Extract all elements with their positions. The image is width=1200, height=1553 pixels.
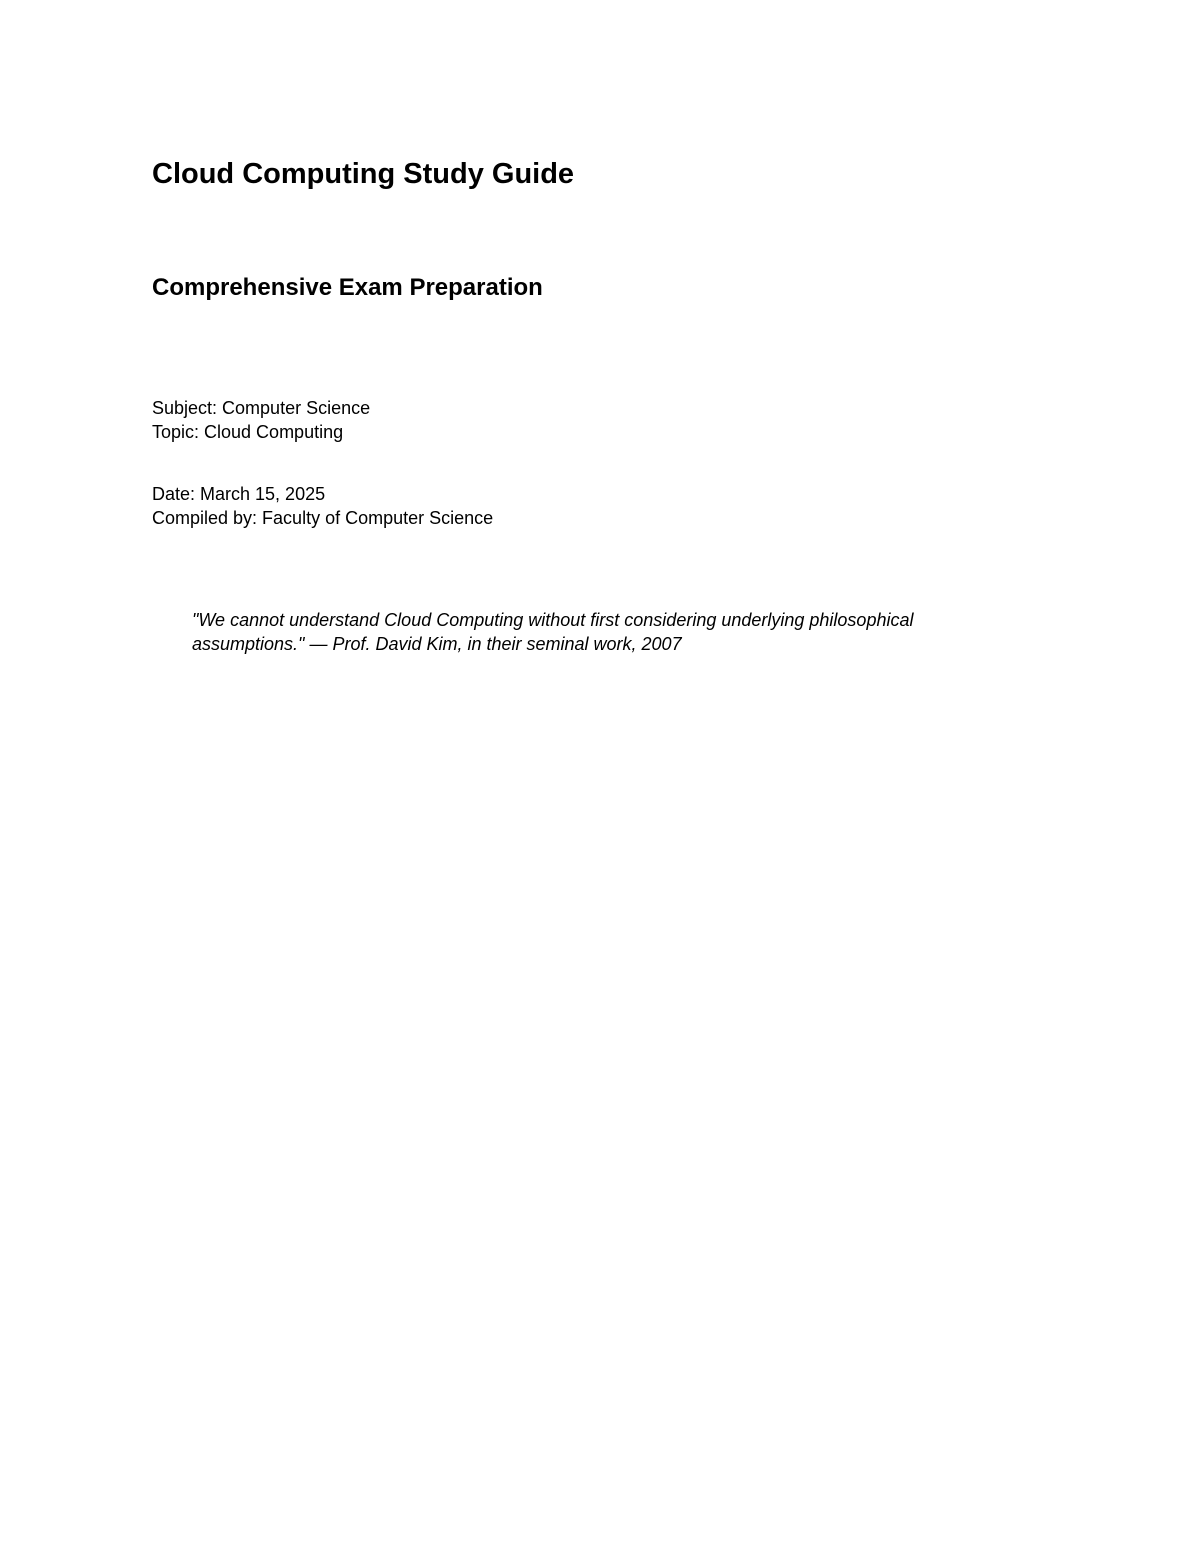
date-compiled-block [152,482,493,530]
subject-topic-block [152,396,370,444]
topic-line: Topic: Cloud Computing [152,422,344,442]
document-subtitle: Comprehensive Exam Preparation [152,274,543,301]
date-line: Date: March 15, 2025 [152,484,326,504]
epigraph-quote: "We cannot understand Cloud Computing without first considering underlying philosophical assumptions." — Prof. David Kim, in their seminal work, 2007 [192,610,914,654]
compiled-by-line: Compiled by: Faculty of Computer Science [152,508,494,528]
document-title: Cloud Computing Study Guide [152,158,575,190]
subject-line: Subject: Computer Science [152,398,371,418]
